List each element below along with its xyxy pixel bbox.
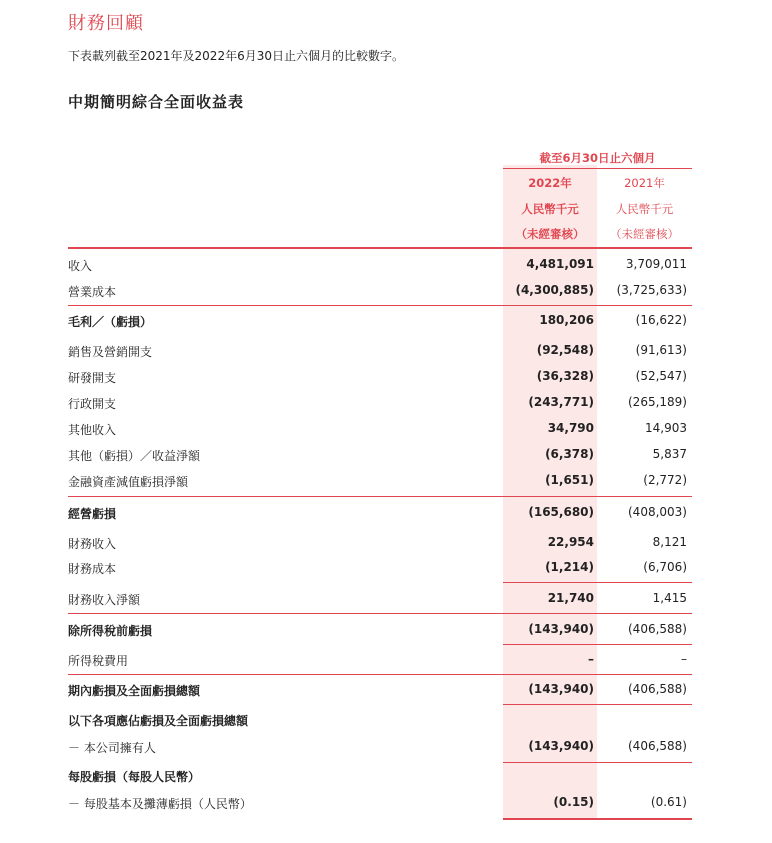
header-rule — [68, 247, 692, 249]
row-label: 行政開支 — [68, 397, 117, 411]
value-2022: (1,214) — [545, 560, 594, 574]
row-label: 財務收入淨額 — [68, 593, 141, 607]
period-header: 截至6月30日止六個月 — [539, 151, 656, 165]
value-2022: (143,940) — [528, 622, 594, 636]
row-label: 其他（虧損）／收益淨額 — [68, 449, 201, 463]
final-total-rule — [503, 818, 692, 820]
statement-title: 中期簡明綜合全面收益表 — [68, 93, 245, 111]
col-2021-year: 2021年 — [624, 176, 665, 190]
row-label: － 每股基本及攤薄虧損（人民幣） — [68, 797, 252, 811]
row-label: 每股虧損（每股人民幣） — [68, 770, 201, 784]
row-other-income — [68, 421, 692, 441]
row-label: 財務成本 — [68, 562, 117, 576]
subtotal-rule — [503, 644, 692, 645]
row-label: 經營虧損 — [68, 507, 117, 521]
row-finance-costs — [68, 560, 692, 580]
value-2022: (1,651) — [545, 473, 594, 487]
value-2022: 180,206 — [539, 313, 594, 327]
col-2021-audit: （未經審核） — [610, 227, 679, 241]
row-label: 所得稅費用 — [68, 654, 129, 668]
value-2022: 21,740 — [547, 591, 594, 605]
value-2021: (406,588) — [628, 682, 687, 696]
row-label: 銷售及營銷開支 — [68, 345, 153, 359]
value-2021: (2,772) — [643, 473, 687, 487]
row-label: 財務收入 — [68, 537, 117, 551]
row-selling-expenses — [68, 343, 692, 363]
col-2022-year: 2022年 — [528, 176, 572, 190]
row-label: 營業成本 — [68, 285, 117, 299]
row-label: 金融資產減值虧損淨額 — [68, 475, 189, 489]
value-2021: (265,189) — [628, 395, 687, 409]
value-2021: (406,588) — [628, 622, 687, 636]
row-divider — [68, 305, 692, 306]
row-finance-income — [68, 535, 692, 555]
value-2022: (4,300,885) — [515, 283, 594, 297]
subtotal-rule — [503, 762, 692, 763]
value-2021: 5,837 — [652, 447, 687, 461]
value-2022: (243,771) — [528, 395, 594, 409]
page-title: 財務回顧 — [68, 13, 144, 34]
value-2022: (92,548) — [536, 343, 594, 357]
row-divider — [68, 674, 692, 675]
col-2022-audit: （未經審核） — [515, 227, 585, 241]
row-other-gains-losses — [68, 447, 692, 467]
col-2022-unit: 人民幣千元 — [521, 202, 579, 216]
row-income-tax — [68, 652, 692, 672]
period-header-rule — [503, 168, 692, 169]
row-label: 以下各項應佔虧損及全面虧損總額 — [68, 714, 249, 728]
row-net-finance-income — [68, 591, 692, 611]
intro-text: 下表載列截至2021年及2022年6月30日止六個月的比較數字。 — [68, 49, 404, 63]
row-impairment-losses — [68, 473, 692, 493]
value-2022: (0.15) — [553, 795, 594, 809]
row-revenue — [68, 257, 692, 277]
value-2021: 3,709,011 — [625, 257, 687, 271]
value-2022: (143,940) — [528, 682, 594, 696]
value-2021: 8,121 — [652, 535, 687, 549]
value-2022: (6,378) — [545, 447, 594, 461]
row-loss-per-share-heading — [68, 768, 692, 788]
row-loss-before-tax — [68, 622, 692, 642]
row-gross-profit — [68, 313, 692, 333]
value-2022: 22,954 — [547, 535, 594, 549]
row-label: 期內虧損及全面虧損總額 — [68, 684, 201, 698]
value-2021: 14,903 — [645, 421, 687, 435]
value-2022: (165,680) — [528, 505, 594, 519]
row-basic-diluted-loss — [68, 795, 692, 815]
row-label: 除所得稅前虧損 — [68, 624, 153, 638]
row-total-loss — [68, 682, 692, 702]
row-cost-of-revenue — [68, 283, 692, 303]
subtotal-rule — [503, 704, 692, 705]
row-attributable-heading — [68, 712, 692, 732]
value-2021: (408,003) — [628, 505, 687, 519]
value-2021: (52,547) — [635, 369, 687, 383]
value-2022: 4,481,091 — [526, 257, 594, 271]
col-2021-unit: 人民幣千元 — [615, 202, 674, 216]
row-owners-of-company — [68, 739, 692, 759]
row-label: 毛利／（虧損） — [68, 315, 153, 329]
value-2021: – — [681, 652, 687, 666]
value-2022: (36,328) — [536, 369, 594, 383]
row-admin-expenses — [68, 395, 692, 415]
value-2021: (406,588) — [628, 739, 687, 753]
row-label: 研發開支 — [68, 371, 117, 385]
row-label: 收入 — [68, 259, 93, 273]
value-2021: (16,622) — [635, 313, 687, 327]
value-2021: (91,613) — [635, 343, 687, 357]
subtotal-rule — [503, 582, 692, 583]
row-divider — [68, 613, 692, 614]
row-label: － 本公司擁有人 — [68, 741, 156, 755]
value-2022: 34,790 — [547, 421, 594, 435]
row-rd-expenses — [68, 369, 692, 389]
value-2021: (3,725,633) — [616, 283, 687, 297]
value-2021: 1,415 — [652, 591, 687, 605]
value-2022: (143,940) — [528, 739, 594, 753]
row-divider — [68, 496, 692, 497]
value-2021: (6,706) — [643, 560, 687, 574]
value-2021: (0.61) — [650, 795, 687, 809]
value-2022: – — [588, 652, 594, 666]
row-label: 其他收入 — [68, 423, 117, 437]
row-operating-loss — [68, 505, 692, 525]
